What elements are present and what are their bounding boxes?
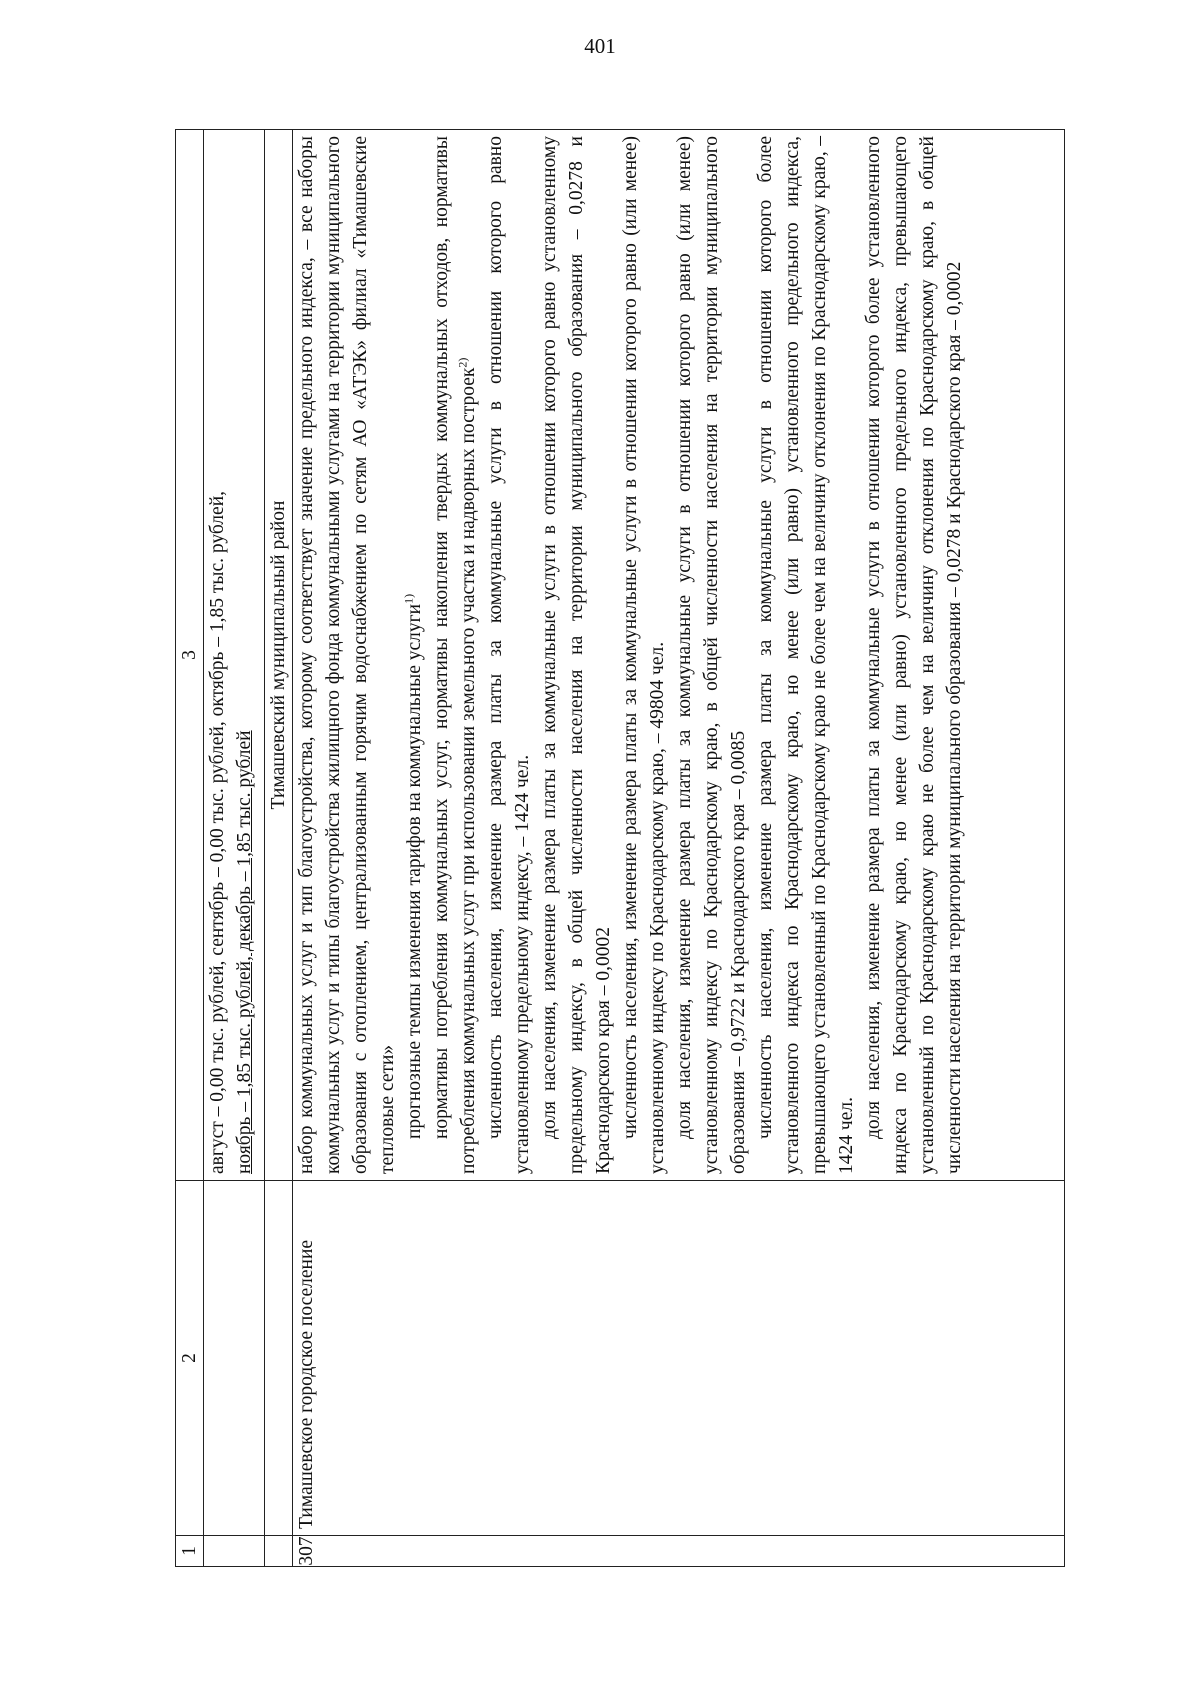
paragraph-share-more: доля населения, изменение размера платы за коммунальные услуги в отношении которого более установленного индекса по Краснодарскому краю, но менее (или равно) установленного предельного индекса, превышающего установленный по Краснодарскому краю не более чем на величину отклонения по Краснодарскому краю, в общей численности населения на территории муниципального образования – 0,0278 и Краснодарского края – 0,0002	[863, 136, 965, 1174]
paragraph-norms	[428, 136, 482, 1174]
header-row	[176, 130, 204, 1567]
continued-row-num	[204, 1536, 265, 1567]
footnote-mark-2: 2)	[455, 357, 470, 368]
paragraph-population-less: численность населения, изменение размера платы за коммунальные услуги в отношении которого равно (или менее) установленному индексу по Краснодарскому краю, – 49804 чел.	[620, 136, 668, 1174]
norms-text: нормативы потребления коммунальных услуг, нормативы накопления твердых коммунальных отходов, нормативы потребления коммунальных услуг при использовании земельного участка и надворных построек	[431, 136, 479, 1174]
continued-row-values	[204, 130, 265, 1181]
district-row-blank	[265, 1181, 293, 1536]
row-number: 307	[293, 1536, 1065, 1567]
continued-line-1: август – 0,00 тыс. рублей, сентябрь – 0,00 тыс. рублей, октябрь – 1,85 тыс. рублей,	[207, 490, 228, 1174]
paragraph-population-more: численность населения, изменение размера платы за коммунальные услуги в отношении которого более установленного индекса по Краснодарскому краю, но менее (или равно) установленного предельного индекса, превышающего установленный по Краснодарскому краю не более чем на величину отклонения по Краснодарскому краю, – 1424 чел.	[755, 136, 857, 1174]
paragraph-share-less: доля населения, изменение размера платы за коммунальные услуги в отношении которого равно (или менее) установленному индексу по Краснодарскому краю, в общей численности населения на территории муниципального образования – 0,9722 и Краснодарского края – 0,0085	[674, 136, 749, 1174]
district-name: Тимашевский муниципальный район	[265, 130, 293, 1181]
header-col-2: 2	[176, 1181, 204, 1536]
paragraph-tariff-forecast	[401, 136, 428, 1174]
header-col-3: 3	[176, 130, 204, 1181]
continued-row-name	[204, 1181, 265, 1536]
paragraph-share-equal: доля населения, изменение размера платы за коммунальные услуги в отношении которого равно установленному предельному индексу, в общей численности населения на территории муниципального образования – 0,0278 и Краснодарского края – 0,0002	[539, 136, 614, 1174]
tariff-table	[175, 129, 1065, 1567]
footnote-mark-1: 1)	[401, 593, 416, 604]
tariff-forecast-text: прогнозные темпы изменения тарифов на коммунальные услуги	[404, 603, 425, 1139]
paragraph-population-equal: численность населения, изменение размера платы за коммунальные услуги в отношении которого равно установленному предельному индексу, – 1424 чел.	[485, 136, 533, 1174]
paragraph-services-set: набор коммунальных услуг и тип благоустройства, которому соответствует значение предельного индекса, – все наборы коммунальных услуг и типы благоустройства жилищного фонда коммунальными услугами на территории муниципального образования с отоплением, централизованным горячим водоснабжением по сетям АО «АТЭК» филиал «Тимашевские тепловые сети»	[296, 136, 398, 1174]
continued-row	[204, 130, 265, 1567]
rotated-table-sheet	[175, 130, 1065, 1567]
page-number: 401	[584, 34, 616, 58]
district-row-num	[265, 1536, 293, 1567]
header-col-1: 1	[176, 1536, 204, 1567]
continued-line-2: ноябрь – 1,85 тыс. рублей, декабрь – 1,85 тыс. рублей	[234, 730, 255, 1174]
settlement-name: Тимашевское городское поселение	[293, 1181, 1065, 1536]
settlement-details	[293, 130, 1065, 1181]
district-row	[265, 130, 293, 1567]
table-row	[293, 130, 1065, 1567]
